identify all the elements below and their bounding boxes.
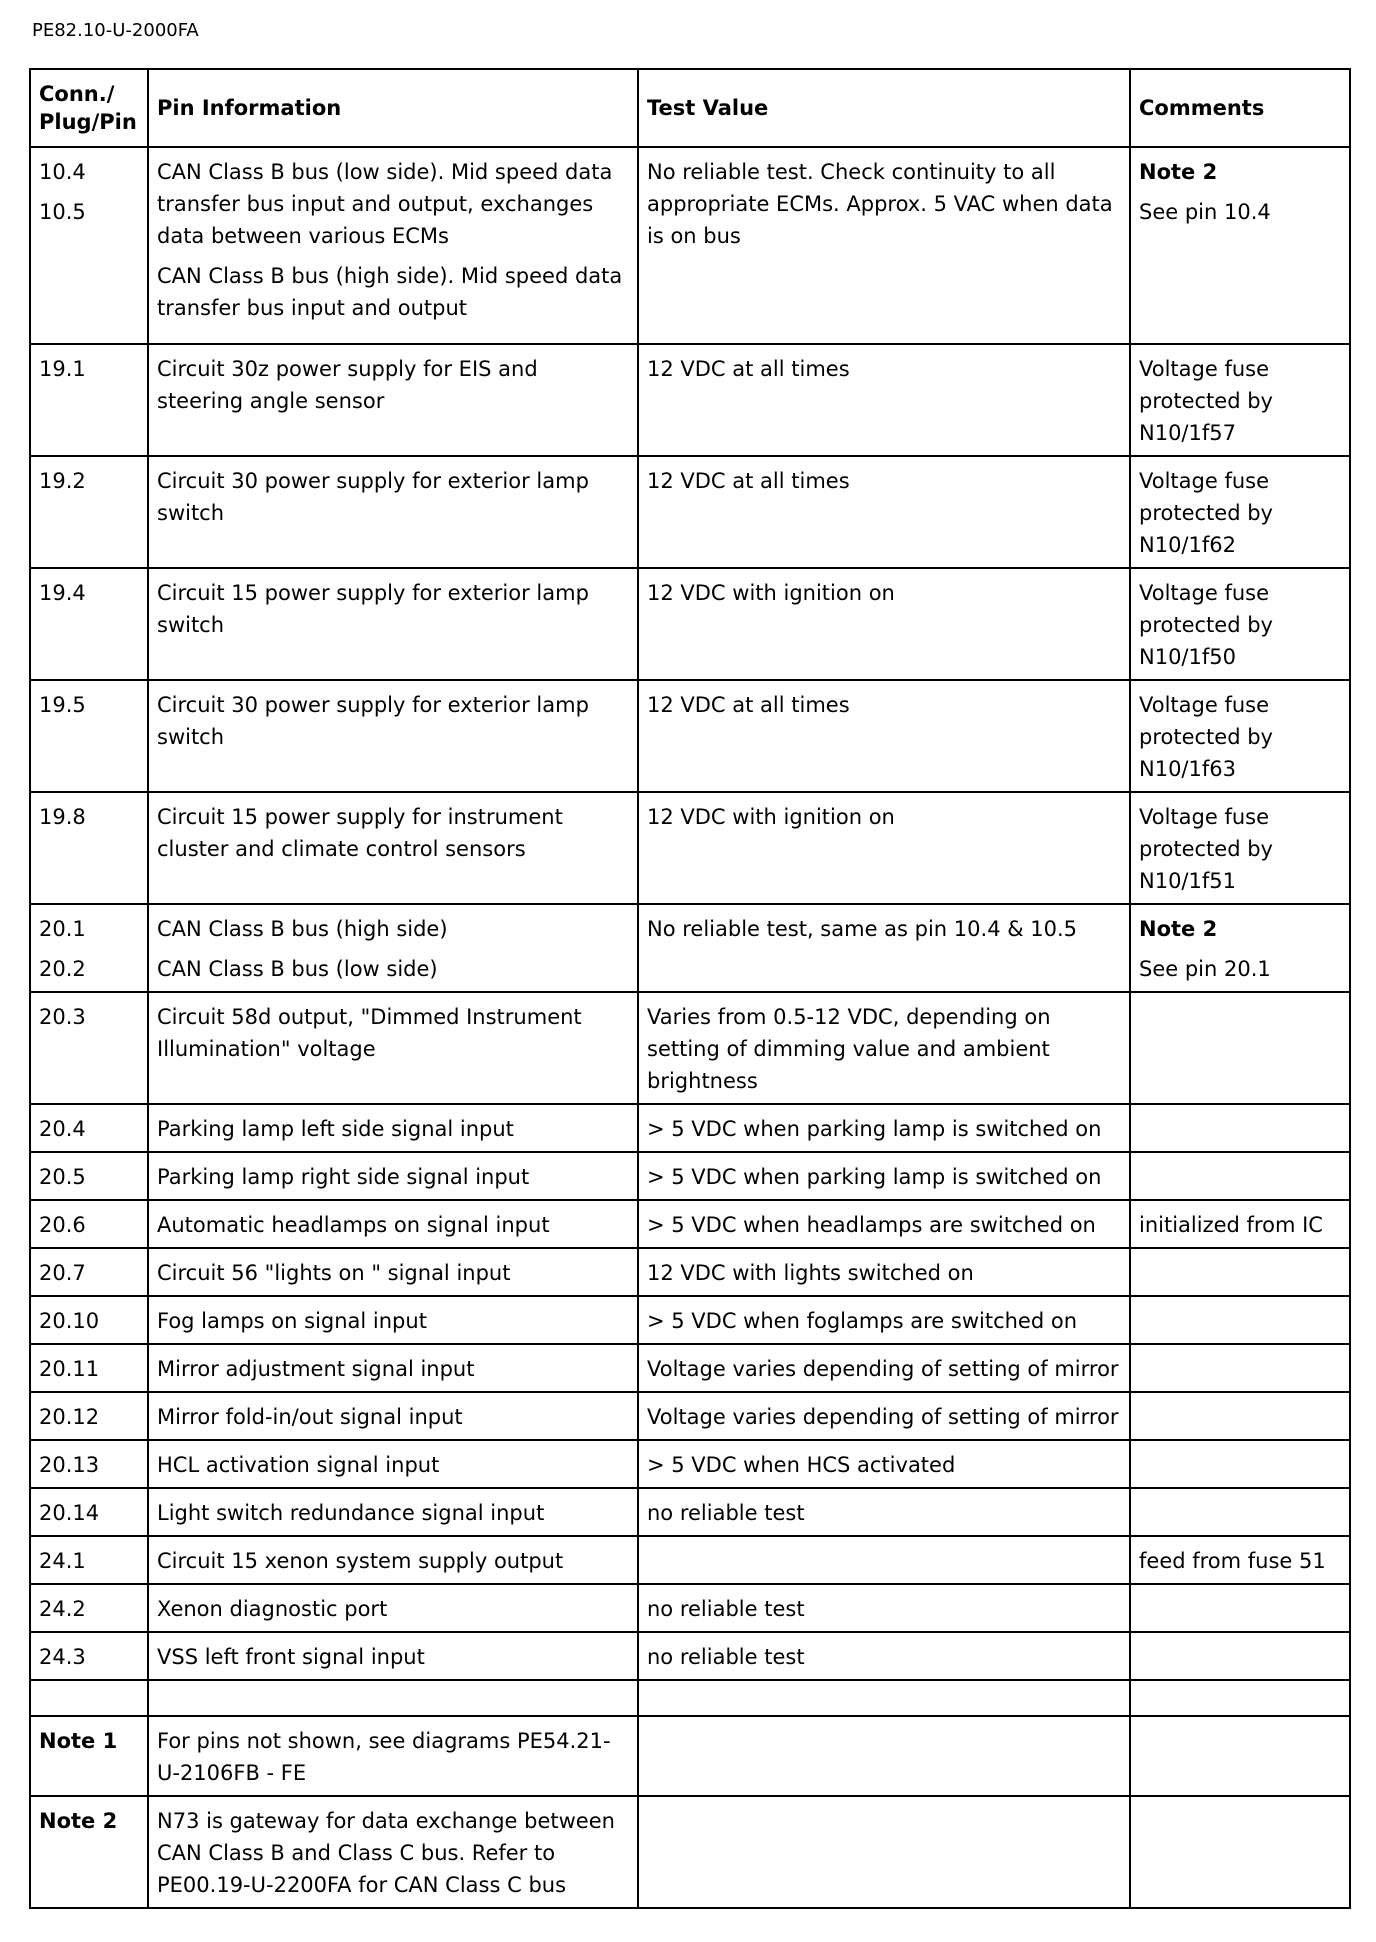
test-value-text: 12 VDC at all times: [647, 357, 850, 381]
pin-info-text: CAN Class B bus (low side): [157, 957, 438, 981]
comments-cell: [1130, 1488, 1350, 1536]
table-body: [30, 147, 1350, 1908]
table-row: [30, 792, 1350, 904]
comments-cell: [1130, 1392, 1350, 1440]
comments-cell: [1130, 568, 1350, 680]
pin-info-cell: [148, 992, 638, 1104]
note-text: For pins not shown, see diagrams PE54.21-U-2106FB - FE: [157, 1729, 611, 1785]
note-empty-cell: [1130, 1796, 1350, 1908]
pin-number: 19.5: [39, 693, 86, 717]
pin-info-cell: [148, 1536, 638, 1584]
pin-number: 20.5: [39, 1165, 86, 1189]
pin-cell: [30, 1104, 148, 1152]
pin-cell: [30, 568, 148, 680]
pin-number: 10.4: [39, 160, 86, 184]
note-label: Note 1: [39, 1729, 118, 1753]
test-value-text: no reliable test: [647, 1645, 805, 1669]
comments-cell: [1130, 792, 1350, 904]
table-row: [30, 1152, 1350, 1200]
test-value-cell: [638, 1488, 1130, 1536]
comment-text: Note 2: [1139, 917, 1218, 941]
header-conn-line2: Plug/Pin: [39, 110, 137, 134]
test-value-cell: [638, 1200, 1130, 1248]
test-value-text: 12 VDC with ignition on: [647, 805, 895, 829]
pin-number: 24.1: [39, 1549, 86, 1573]
pin-info-cell: [148, 1296, 638, 1344]
note-text-cell: [148, 1716, 638, 1796]
pin-cell: [30, 680, 148, 792]
pin-number: 20.14: [39, 1501, 100, 1525]
test-value-text: > 5 VDC when parking lamp is switched on: [647, 1165, 1102, 1189]
pin-number: 24.3: [39, 1645, 86, 1669]
comments-cell: [1130, 456, 1350, 568]
pin-cell: [30, 1152, 148, 1200]
comment-text: Note 2: [1139, 160, 1218, 184]
test-value-cell: [638, 1392, 1130, 1440]
note-text-cell: [148, 1796, 638, 1908]
table-row: [30, 992, 1350, 1104]
table-row: [30, 344, 1350, 456]
header-pin-information: Pin Information: [148, 69, 638, 147]
test-value-cell: [638, 792, 1130, 904]
test-value-cell: [638, 1440, 1130, 1488]
test-value-text: No reliable test. Check continuity to all appropriate ECMs. Approx. 5 VAC when data is on bus: [647, 160, 1113, 248]
pin-info-text: HCL activation signal input: [157, 1453, 440, 1477]
table-row: [30, 147, 1350, 344]
test-value-cell: [638, 1344, 1130, 1392]
table-row: [30, 1296, 1350, 1344]
test-value-text: Varies from 0.5-12 VDC, depending on setting of dimming value and ambient brightness: [647, 1005, 1051, 1093]
pin-cell: [30, 1440, 148, 1488]
pin-info-text: Mirror fold-in/out signal input: [157, 1405, 463, 1429]
test-value-text: Voltage varies depending of setting of mirror: [647, 1405, 1119, 1429]
comments-cell: [1130, 1344, 1350, 1392]
note-text: N73 is gateway for data exchange between CAN Class B and Class C bus. Refer to PE00.19-U-2200FA for CAN Class C bus: [157, 1809, 615, 1897]
pin-number: 19.2: [39, 469, 86, 493]
test-value-cell: [638, 680, 1130, 792]
pin-table: [29, 68, 1351, 1909]
pin-number: 20.6: [39, 1213, 86, 1237]
table-row: [30, 1104, 1350, 1152]
test-value-cell: [638, 1152, 1130, 1200]
header-test-value: Test Value: [638, 69, 1130, 147]
pin-cell: [30, 1344, 148, 1392]
pin-info-cell: [148, 680, 638, 792]
test-value-text: no reliable test: [647, 1597, 805, 1621]
pin-number: 20.1: [39, 917, 86, 941]
note-row: [30, 1716, 1350, 1796]
empty-cell: [638, 1680, 1130, 1716]
empty-cell: [1130, 1680, 1350, 1716]
test-value-cell: [638, 147, 1130, 344]
pin-info-cell: [148, 1344, 638, 1392]
comments-cell: [1130, 1536, 1350, 1584]
pin-cell: [30, 992, 148, 1104]
pin-info-text: Circuit 15 power supply for instrument cluster and climate control sensors: [157, 805, 563, 861]
table-row: [30, 1440, 1350, 1488]
note-row: [30, 1796, 1350, 1908]
comments-cell: [1130, 1296, 1350, 1344]
pin-info-text: Circuit 58d output, "Dimmed Instrument Illumination" voltage: [157, 1005, 582, 1061]
comments-cell: [1130, 1440, 1350, 1488]
pin-info-text: Parking lamp right side signal input: [157, 1165, 530, 1189]
empty-row: [30, 1680, 1350, 1716]
table-row: [30, 1200, 1350, 1248]
comment-text: Voltage fuse protected by N10/1f50: [1139, 581, 1273, 669]
pin-cell: [30, 1536, 148, 1584]
test-value-cell: [638, 1584, 1130, 1632]
pin-info-text: CAN Class B bus (high side): [157, 917, 448, 941]
comment-text: See pin 20.1: [1139, 957, 1271, 981]
pin-info-text: Circuit 30 power supply for exterior lamp switch: [157, 693, 589, 749]
pin-info-cell: [148, 344, 638, 456]
table-row: [30, 1584, 1350, 1632]
pin-info-cell: [148, 1200, 638, 1248]
pin-info-text: CAN Class B bus (high side). Mid speed data transfer bus input and output: [157, 264, 623, 320]
header-comments: Comments: [1130, 69, 1350, 147]
pin-info-text: Automatic headlamps on signal input: [157, 1213, 550, 1237]
pin-info-cell: [148, 904, 638, 992]
test-value-text: No reliable test, same as pin 10.4 & 10.5: [647, 917, 1078, 941]
pin-number: 19.4: [39, 581, 86, 605]
pin-number: 20.10: [39, 1309, 100, 1333]
test-value-text: > 5 VDC when parking lamp is switched on: [647, 1117, 1102, 1141]
pin-number: 20.7: [39, 1261, 86, 1285]
pin-cell: [30, 1632, 148, 1680]
pin-cell: [30, 1248, 148, 1296]
pin-number: 19.1: [39, 357, 86, 381]
test-value-cell: [638, 568, 1130, 680]
pin-cell: [30, 344, 148, 456]
note-empty-cell: [638, 1716, 1130, 1796]
pin-info-cell: [148, 1632, 638, 1680]
pin-info-cell: [148, 568, 638, 680]
pin-cell: [30, 456, 148, 568]
test-value-text: 12 VDC with ignition on: [647, 581, 895, 605]
pin-cell: [30, 1584, 148, 1632]
table-row: [30, 1392, 1350, 1440]
table-row: [30, 1632, 1350, 1680]
test-value-cell: [638, 1248, 1130, 1296]
comment-text: See pin 10.4: [1139, 200, 1271, 224]
pin-info-cell: [148, 1584, 638, 1632]
test-value-text: Voltage varies depending of setting of mirror: [647, 1357, 1119, 1381]
test-value-text: 12 VDC with lights switched on: [647, 1261, 974, 1285]
table-row: [30, 568, 1350, 680]
comment-text: Voltage fuse protected by N10/1f57: [1139, 357, 1273, 445]
pin-number: 20.4: [39, 1117, 86, 1141]
pin-number: 19.8: [39, 805, 86, 829]
comment-text: feed from fuse 51: [1139, 1549, 1326, 1573]
pin-number: 20.3: [39, 1005, 86, 1029]
pin-info-cell: [148, 147, 638, 344]
note-empty-cell: [638, 1796, 1130, 1908]
pin-info-text: Light switch redundance signal input: [157, 1501, 545, 1525]
pin-number: 20.13: [39, 1453, 100, 1477]
pin-info-cell: [148, 1392, 638, 1440]
test-value-text: no reliable test: [647, 1501, 805, 1525]
comments-cell: [1130, 680, 1350, 792]
pin-info-cell: [148, 456, 638, 568]
document-id: PE82.10-U-2000FA: [32, 20, 199, 41]
comments-cell: [1130, 1248, 1350, 1296]
pin-number: 20.2: [39, 957, 86, 981]
test-value-cell: [638, 904, 1130, 992]
test-value-cell: [638, 992, 1130, 1104]
pin-info-cell: [148, 1104, 638, 1152]
pin-info-text: Circuit 15 power supply for exterior lamp switch: [157, 581, 589, 637]
test-value-cell: [638, 456, 1130, 568]
header-conn-line1: Conn./: [39, 82, 115, 106]
test-value-text: 12 VDC at all times: [647, 469, 850, 493]
pin-cell: [30, 792, 148, 904]
test-value-cell: [638, 1536, 1130, 1584]
comments-cell: [1130, 904, 1350, 992]
comment-text: Voltage fuse protected by N10/1f62: [1139, 469, 1273, 557]
comments-cell: [1130, 344, 1350, 456]
note-empty-cell: [1130, 1716, 1350, 1796]
empty-cell: [148, 1680, 638, 1716]
empty-cell: [30, 1680, 148, 1716]
table-row: [30, 1536, 1350, 1584]
pin-cell: [30, 147, 148, 344]
test-value-text: > 5 VDC when headlamps are switched on: [647, 1213, 1096, 1237]
table-row: [30, 456, 1350, 568]
test-value-cell: [638, 344, 1130, 456]
comments-cell: [1130, 147, 1350, 344]
test-value-text: > 5 VDC when foglamps are switched on: [647, 1309, 1078, 1333]
pin-info-text: Fog lamps on signal input: [157, 1309, 427, 1333]
table-row: [30, 680, 1350, 792]
note-label-cell: [30, 1796, 148, 1908]
pin-info-text: Circuit 30 power supply for exterior lamp switch: [157, 469, 589, 525]
pin-info-text: CAN Class B bus (low side). Mid speed data transfer bus input and output, exchanges data between various ECMs: [157, 160, 613, 248]
pin-info-cell: [148, 792, 638, 904]
table-row: [30, 1248, 1350, 1296]
comments-cell: [1130, 1104, 1350, 1152]
pin-info-text: Circuit 30z power supply for EIS and steering angle sensor: [157, 357, 538, 413]
pin-number: 20.12: [39, 1405, 100, 1429]
pin-info-text: VSS left front signal input: [157, 1645, 425, 1669]
pin-info-cell: [148, 1248, 638, 1296]
note-label: Note 2: [39, 1809, 118, 1833]
pin-cell: [30, 1488, 148, 1536]
pin-cell: [30, 904, 148, 992]
comment-text: Voltage fuse protected by N10/1f51: [1139, 805, 1273, 893]
table-row: [30, 1488, 1350, 1536]
pin-info-cell: [148, 1152, 638, 1200]
pin-cell: [30, 1200, 148, 1248]
pin-cell: [30, 1392, 148, 1440]
test-value-text: > 5 VDC when HCS activated: [647, 1453, 956, 1477]
note-label-cell: [30, 1716, 148, 1796]
comments-cell: [1130, 992, 1350, 1104]
pin-info-cell: [148, 1440, 638, 1488]
test-value-cell: [638, 1104, 1130, 1152]
pin-number: 24.2: [39, 1597, 86, 1621]
pin-number: 10.5: [39, 200, 86, 224]
table-row: [30, 1344, 1350, 1392]
pin-info-cell: [148, 1488, 638, 1536]
test-value-cell: [638, 1632, 1130, 1680]
header-conn-plug-pin: [30, 69, 148, 147]
pin-info-text: Circuit 56 "lights on " signal input: [157, 1261, 511, 1285]
table-header-row: [30, 69, 1350, 147]
comment-text: initialized from IC: [1139, 1213, 1323, 1237]
comment-text: Voltage fuse protected by N10/1f63: [1139, 693, 1273, 781]
comments-cell: [1130, 1200, 1350, 1248]
test-value-text: 12 VDC at all times: [647, 693, 850, 717]
pin-info-text: Circuit 15 xenon system supply output: [157, 1549, 564, 1573]
pin-number: 20.11: [39, 1357, 100, 1381]
comments-cell: [1130, 1152, 1350, 1200]
comments-cell: [1130, 1584, 1350, 1632]
table-row: [30, 904, 1350, 992]
pin-info-text: Parking lamp left side signal input: [157, 1117, 514, 1141]
pin-cell: [30, 1296, 148, 1344]
pin-info-text: Mirror adjustment signal input: [157, 1357, 475, 1381]
pin-info-text: Xenon diagnostic port: [157, 1597, 388, 1621]
comments-cell: [1130, 1632, 1350, 1680]
test-value-cell: [638, 1296, 1130, 1344]
